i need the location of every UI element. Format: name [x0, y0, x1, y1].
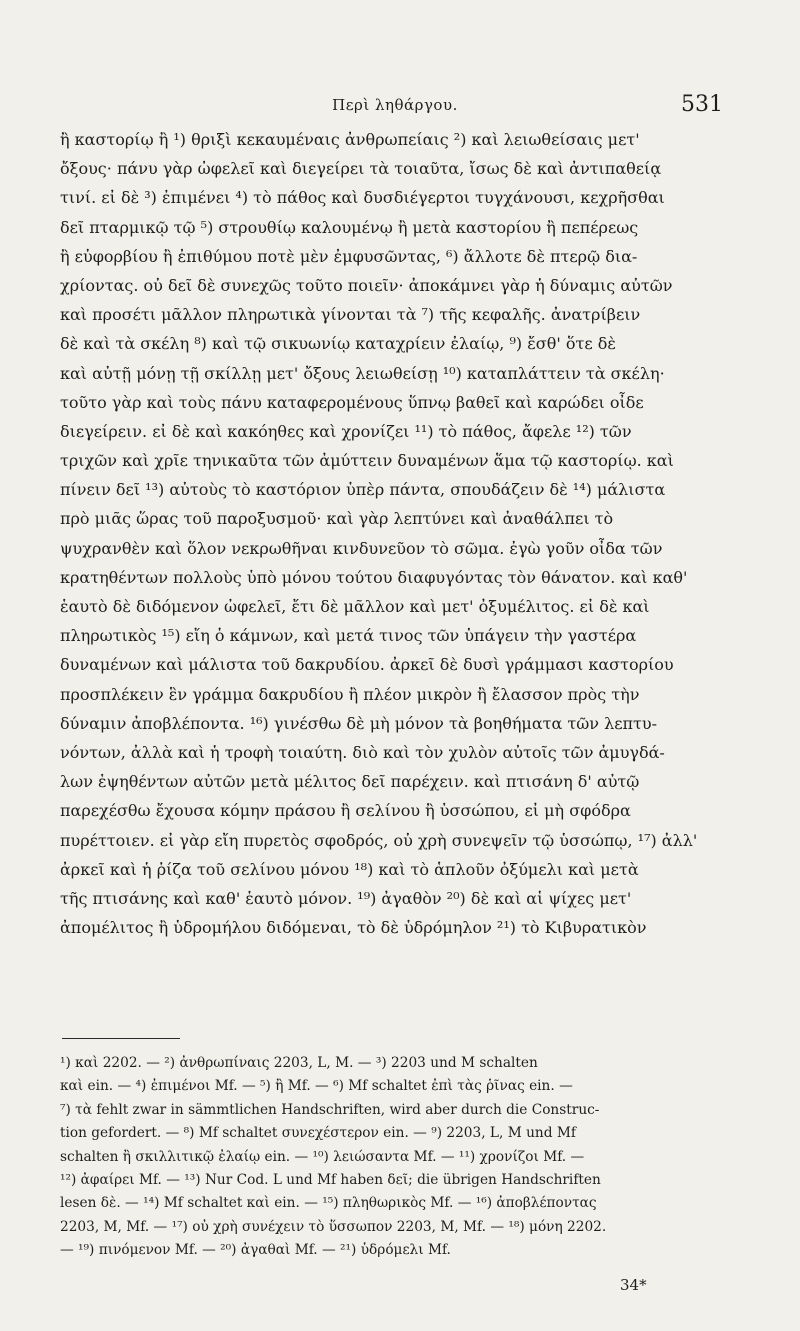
footnote-line: ⁷) τὰ fehlt zwar in sämmtlichen Handschriften, wird aber durch die Construc-: [60, 1101, 600, 1118]
text-line: καὶ αὐτῇ μόνῃ τῇ σκίλλῃ μετ' ὄξους λειωθείσῃ ¹⁰) καταπλάττειν τὰ σκέλη·: [60, 363, 665, 383]
footnote-line: καὶ ein. — ⁴) ἐπιμένοι Mf. — ⁵) ἢ Mf. — ⁶) Mf schaltet ἐπὶ τὰς ῥῖνας ein. —: [60, 1078, 573, 1095]
text-line: λων ἑψηθέντων αὐτῶν μετὰ μέλιτος δεῖ παρέχειν. καὶ πτισάνη δ' αὐτῷ: [60, 772, 640, 792]
footnote-line: tion gefordert. — ⁸) Mf schaltet συνεχέστερον ein. — ⁹) 2203, L, M und Mf: [60, 1125, 576, 1142]
signature-mark: 34*: [620, 1276, 647, 1294]
footnote-line: ¹²) ἀφαίρει Mf. — ¹³) Nur Cod. L und Mf haben δεῖ; die übrigen Handschriften: [60, 1171, 601, 1188]
text-line: καὶ προσέτι μᾶλλον πληρωτικὰ γίνονται τὰ ⁷) τῆς κεφαλῆς. ἀνατρίβειν: [60, 305, 641, 325]
text-line: νόντων, ἀλλὰ καὶ ἡ τροφὴ τοιαύτη. διὸ καὶ τὸν χυλὸν αὐτοῖς τῶν ἀμυγδά-: [60, 742, 665, 762]
footnote-line: lesen δὲ. — ¹⁴) Mf schaltet καὶ ein. — ¹⁵) πληθωρικὸς Mf. — ¹⁶) ἀποβλέποντας: [60, 1195, 597, 1212]
text-line: πίνειν δεῖ ¹³) αὐτοὺς τὸ καστόριον ὑπὲρ πάντα, σπουδάζειν δὲ ¹⁴) μάλιστα: [60, 480, 666, 500]
text-line: τοῦτο γὰρ καὶ τοὺς πάνυ καταφερομένους ὕπνῳ βαθεῖ καὶ καρώδει οἶδε: [60, 392, 644, 412]
page-number: 531: [681, 92, 723, 117]
text-line: ψυχρανθὲν καὶ ὅλον νεκρωθῆναι κινδυνεῦον τὸ σῶμα. ἐγὼ γοῦν οἶδα τῶν: [60, 538, 663, 558]
text-line: ὄξους· πάνυ γὰρ ὠφελεῖ καὶ διεγείρει τὰ τοιαῦτα, ἴσως δὲ καὶ ἀντιπαθείᾳ: [60, 159, 662, 179]
text-line: διεγείρειν. εἰ δὲ καὶ κακόηθες καὶ χρονίζει ¹¹) τὸ πάθος, ἄφελε ¹²) τῶν: [60, 421, 632, 441]
main-text: [60, 125, 740, 942]
text-line: δύναμιν ἀποβλέποντα. ¹⁶) γινέσθω δὲ μὴ μόνον τὰ βοηθήματα τῶν λεπτυ-: [60, 713, 657, 733]
text-line: τῆς πτισάνης καὶ καθ' ἑαυτὸ μόνον. ¹⁹) ἀγαθὸν ²⁰) δὲ καὶ αἱ ψίχες μετ': [60, 888, 632, 908]
footnote-line: ¹) καὶ 2202. — ²) ἀνθρωπίναις 2203, L, M. — ³) 2203 und M schalten: [60, 1055, 538, 1071]
text-line: δὲ καὶ τὰ σκέλη ⁸) καὶ τῷ σικυωνίῳ καταχρίειν ἐλαίῳ, ⁹) ἔσθ' ὅτε δὲ: [60, 334, 616, 354]
footnote-line: — ¹⁹) πινόμενον Mf. — ²⁰) ἀγαθαὶ Mf. — ²¹) ὑδρόμελι Mf.: [60, 1242, 451, 1259]
page-header: [0, 92, 800, 128]
text-line: τριχῶν καὶ χρῖε τηνικαῦτα τῶν ἀμύττειν δυναμένων ἅμα τῷ καστορίῳ. καὶ: [60, 451, 674, 471]
text-line: δυναμένων καὶ μάλιστα τοῦ δακρυδίου. ἀρκεῖ δὲ δυσὶ γράμμασι καστορίου: [60, 655, 674, 675]
footnote-line: schalten ἢ σκιλλιτικῷ ἐλαίῳ ein. — ¹⁰) λειώσαντα Mf. — ¹¹) χρονίζοι Mf. —: [60, 1148, 585, 1165]
text-line: ἑαυτὸ δὲ διδόμενον ὠφελεῖ, ἔτι δὲ μᾶλλον καὶ μετ' ὀξυμέλιτος. εἰ δὲ καὶ: [60, 597, 650, 616]
text-line: ἀπομέλιτος ἢ ὑδρομήλου διδόμεναι, τὸ δὲ ὑδρόμηλον ²¹) τὸ Κιβυρατικὸν: [60, 918, 647, 938]
text-line: πληρωτικὸς ¹⁵) εἴη ὁ κάμνων, καὶ μετά τινος τῶν ὑπάγειν τὴν γαστέρα: [60, 626, 637, 646]
text-line: πυρέττοιεν. εἰ γὰρ εἴη πυρετὸς σφοδρός, οὐ χρὴ συνεψεῖν τῷ ὑσσώπῳ, ¹⁷) ἀλλ': [60, 830, 698, 850]
text-line: ἢ καστορίῳ ἢ ¹) θριξὶ κεκαυμέναις ἀνθρωπείαις ²) καὶ λειωθείσαις μετ': [60, 130, 640, 149]
text-line: προσπλέκειν ἓν γράμμα δακρυδίου ἢ πλέον μικρὸν ἢ ἔλασσον πρὸς τὴν: [60, 684, 640, 704]
text-line: τινί. εἰ δὲ ³) ἐπιμένει ⁴) τὸ πάθος καὶ δυσδιέγερτοι τυγχάνουσι, κεχρῆσθαι: [60, 188, 665, 208]
footnote-line: 2203, M, Mf. — ¹⁷) οὐ χρὴ συνέχειν τὸ ὕσσωπον 2203, M, Mf. — ¹⁸) μόνη 2202.: [60, 1218, 607, 1235]
text-line: χρίοντας. οὐ δεῖ δὲ συνεχῶς τοῦτο ποιεῖν· ἀποκάμνει γὰρ ἡ δύναμις αὐτῶν: [60, 275, 673, 295]
footnotes: [60, 1052, 740, 1263]
text-line: κρατηθέντων πολλοὺς ὑπὸ μόνου τούτου διαφυγόντας τὸν θάνατον. καὶ καθ': [60, 567, 688, 587]
footnote-rule: [62, 1038, 180, 1039]
text-line: ἢ εὐφορβίου ἢ ἐπιθύμου ποτὲ μὲν ἐμφυσῶντας, ⁶) ἄλλοτε δὲ πτερῷ δια-: [60, 246, 638, 266]
text-line: πρὸ μιᾶς ὥρας τοῦ παροξυσμοῦ· καὶ γὰρ λεπτύνει καὶ ἀναθάλπει τὸ: [60, 509, 614, 529]
running-head: Περὶ ληθάργου.: [332, 96, 458, 114]
text-line: παρεχέσθω ἔχουσα κόμην πράσου ἢ σελίνου ἢ ὑσσώπου, εἰ μὴ σφόδρα: [60, 801, 631, 821]
text-line: ἀρκεῖ καὶ ἡ ῥίζα τοῦ σελίνου μόνου ¹⁸) καὶ τὸ ἁπλοῦν ὀξύμελι καὶ μετὰ: [60, 859, 639, 879]
text-line: δεῖ πταρμικῷ τῷ ⁵) στρουθίῳ καλουμένῳ ἢ μετὰ καστορίου ἢ πεπέρεως: [60, 217, 639, 237]
